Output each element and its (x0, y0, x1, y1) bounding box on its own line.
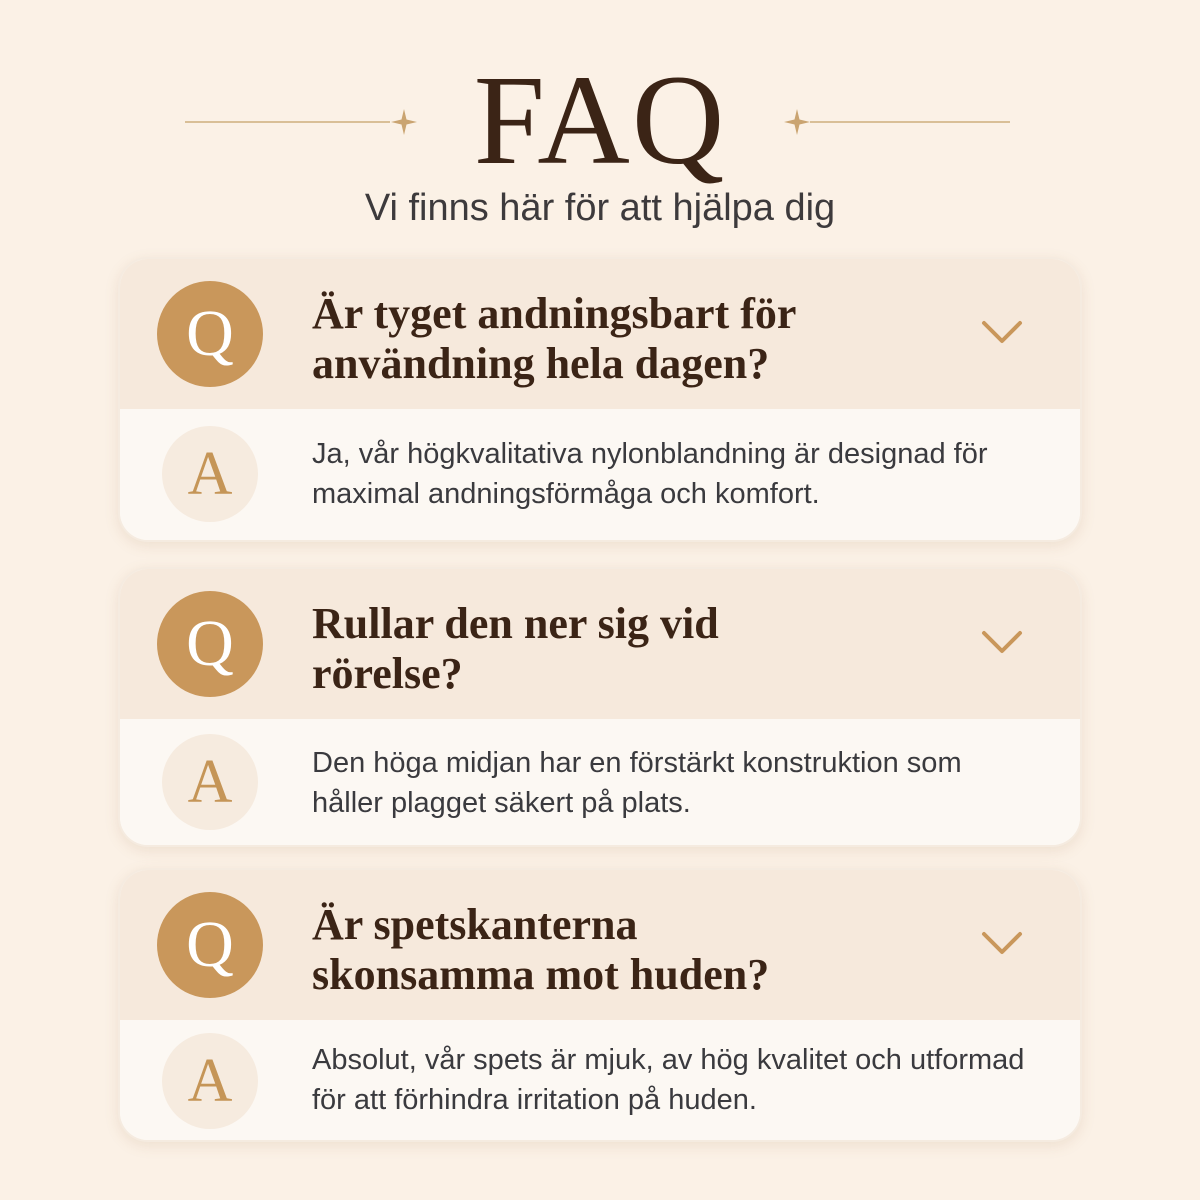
answer-badge: A (162, 426, 258, 522)
page-subtitle: Vi finns här för att hjälpa dig (364, 187, 836, 229)
faq-answer-panel (120, 719, 1080, 845)
faq-question-toggle[interactable] (120, 569, 1080, 719)
faq-item (118, 868, 1082, 1142)
faq-item (118, 567, 1082, 847)
faq-answer: Ja, vår högkvalitativa nylonblandning är designad för maximal andningsförmåga och komfort. (312, 438, 988, 510)
faq-answer: Absolut, vår spets är mjuk, av hög kvalitet och utformad för att förhindra irritation på huden. (312, 1044, 1025, 1116)
chevron-down-icon[interactable] (980, 317, 1024, 347)
faq-answer: Den höga midjan har en förstärkt konstruktion som håller plagget säkert på plats. (312, 747, 962, 819)
faq-question-toggle[interactable] (120, 870, 1080, 1020)
chevron-down-icon[interactable] (980, 627, 1024, 657)
sparkle-icon (783, 108, 811, 136)
question-badge: Q (157, 892, 263, 998)
faq-answer-panel (120, 409, 1080, 540)
chevron-down-icon[interactable] (980, 928, 1024, 958)
faq-question: Är tyget andningsbart för användning hela dagen? (312, 289, 796, 388)
answer-badge: A (162, 1033, 258, 1129)
question-badge: Q (157, 591, 263, 697)
decorative-rule-right (810, 121, 1010, 123)
faq-header (0, 0, 1200, 250)
faq-question: Rullar den ner sig vid rörelse? (312, 599, 719, 698)
answer-badge: A (162, 734, 258, 830)
faq-item (118, 257, 1082, 542)
faq-question: Är spetskanterna skonsamma mot huden? (312, 900, 770, 999)
faq-answer-panel (120, 1020, 1080, 1140)
page-title: FAQ (473, 49, 727, 191)
question-badge: Q (157, 281, 263, 387)
faq-question-toggle[interactable] (120, 259, 1080, 409)
